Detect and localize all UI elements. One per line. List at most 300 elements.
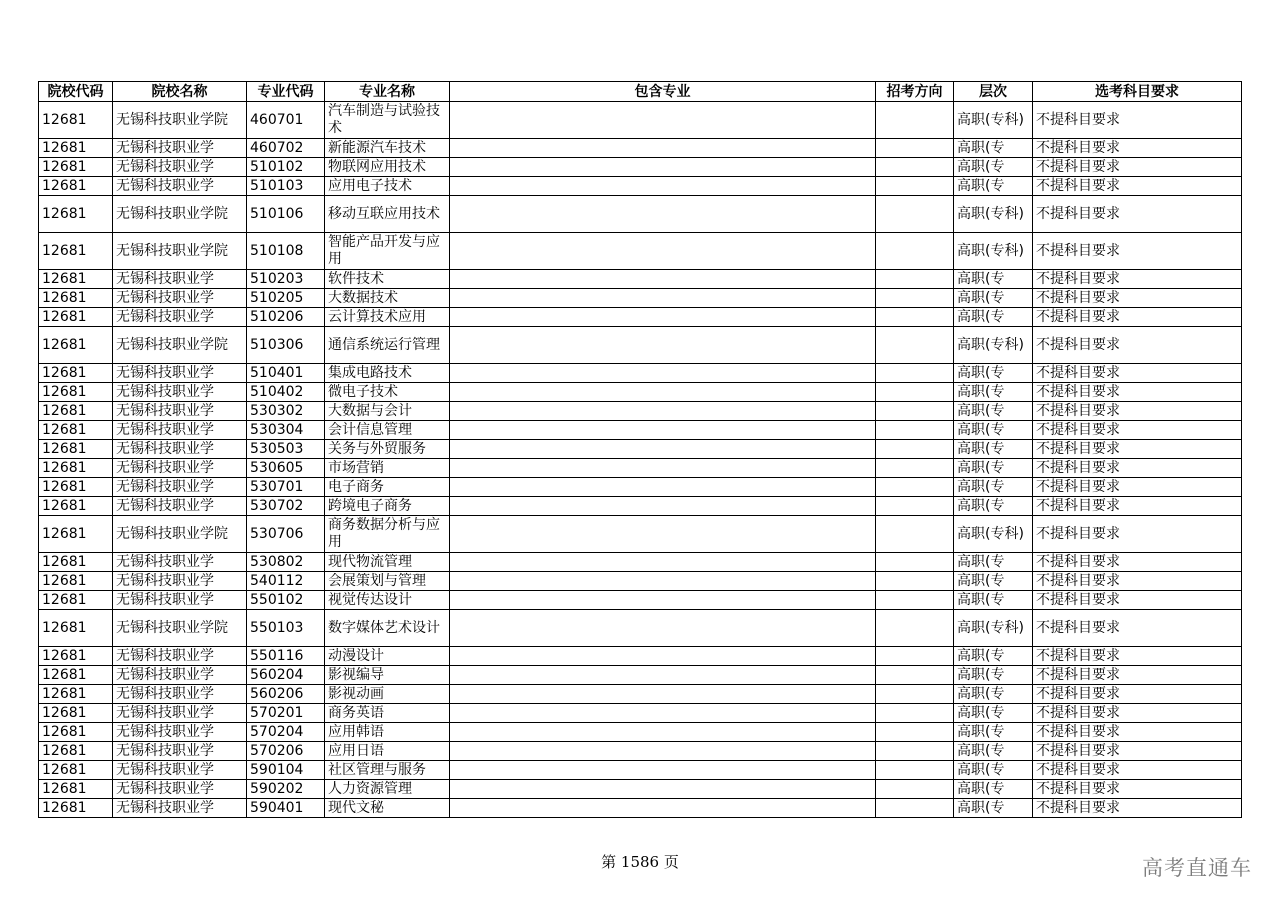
cell-subject-requirement: 不提科目要求 — [1033, 666, 1242, 685]
cell-major-code: 590104 — [247, 761, 325, 780]
cell-direction — [876, 383, 954, 402]
cell-major-code: 530706 — [247, 516, 325, 553]
cell-level: 高职(专科) — [954, 196, 1033, 233]
table-row — [39, 402, 1242, 421]
table-row — [39, 139, 1242, 158]
cell-direction — [876, 289, 954, 308]
cell-school-name: 无锡科技职业学 — [113, 270, 247, 289]
cell-direction — [876, 799, 954, 818]
cell-included-majors — [450, 723, 876, 742]
cell-subject-requirement: 不提科目要求 — [1033, 308, 1242, 327]
cell-school-code: 12681 — [39, 308, 113, 327]
cell-major-name: 视觉传达设计 — [325, 591, 450, 610]
cell-direction — [876, 610, 954, 647]
cell-school-code: 12681 — [39, 799, 113, 818]
col-header-level: 层次 — [954, 82, 1033, 102]
cell-school-code: 12681 — [39, 516, 113, 553]
cell-major-name: 应用韩语 — [325, 723, 450, 742]
cell-major-name: 集成电路技术 — [325, 364, 450, 383]
cell-major-code: 590401 — [247, 799, 325, 818]
table-row — [39, 158, 1242, 177]
cell-major-name: 人力资源管理 — [325, 780, 450, 799]
cell-direction — [876, 196, 954, 233]
table-row — [39, 459, 1242, 478]
cell-major-code: 530503 — [247, 440, 325, 459]
cell-direction — [876, 723, 954, 742]
cell-level: 高职(专 — [954, 704, 1033, 723]
table-row — [39, 516, 1242, 553]
cell-major-name: 影视编导 — [325, 666, 450, 685]
cell-major-name: 影视动画 — [325, 685, 450, 704]
cell-major-name: 现代文秘 — [325, 799, 450, 818]
cell-included-majors — [450, 610, 876, 647]
cell-school-code: 12681 — [39, 497, 113, 516]
cell-school-name: 无锡科技职业学院 — [113, 196, 247, 233]
cell-subject-requirement: 不提科目要求 — [1033, 196, 1242, 233]
cell-school-name: 无锡科技职业学 — [113, 289, 247, 308]
table-row — [39, 289, 1242, 308]
table-row — [39, 478, 1242, 497]
cell-major-code: 550116 — [247, 647, 325, 666]
cell-major-code: 510402 — [247, 383, 325, 402]
cell-school-name: 无锡科技职业学 — [113, 158, 247, 177]
cell-subject-requirement: 不提科目要求 — [1033, 327, 1242, 364]
cell-major-code: 540112 — [247, 572, 325, 591]
cell-major-name: 现代物流管理 — [325, 553, 450, 572]
cell-included-majors — [450, 666, 876, 685]
cell-level: 高职(专 — [954, 761, 1033, 780]
cell-subject-requirement: 不提科目要求 — [1033, 497, 1242, 516]
cell-school-code: 12681 — [39, 723, 113, 742]
cell-major-code: 530702 — [247, 497, 325, 516]
cell-subject-requirement: 不提科目要求 — [1033, 761, 1242, 780]
cell-school-name: 无锡科技职业学 — [113, 799, 247, 818]
header-row — [39, 82, 1242, 102]
cell-subject-requirement: 不提科目要求 — [1033, 421, 1242, 440]
cell-included-majors — [450, 516, 876, 553]
cell-subject-requirement: 不提科目要求 — [1033, 289, 1242, 308]
cell-direction — [876, 761, 954, 780]
cell-level: 高职(专 — [954, 497, 1033, 516]
table-row — [39, 421, 1242, 440]
cell-school-name: 无锡科技职业学 — [113, 459, 247, 478]
cell-major-name: 移动互联应用技术 — [325, 196, 450, 233]
cell-school-code: 12681 — [39, 289, 113, 308]
cell-major-code: 510102 — [247, 158, 325, 177]
cell-major-name: 软件技术 — [325, 270, 450, 289]
cell-school-code: 12681 — [39, 177, 113, 196]
table-row — [39, 233, 1242, 270]
cell-direction — [876, 177, 954, 196]
cell-subject-requirement: 不提科目要求 — [1033, 647, 1242, 666]
cell-major-code: 510306 — [247, 327, 325, 364]
cell-included-majors — [450, 459, 876, 478]
cell-direction — [876, 780, 954, 799]
cell-school-name: 无锡科技职业学 — [113, 742, 247, 761]
cell-direction — [876, 497, 954, 516]
cell-included-majors — [450, 553, 876, 572]
cell-major-code: 550102 — [247, 591, 325, 610]
table-row — [39, 761, 1242, 780]
cell-included-majors — [450, 761, 876, 780]
cell-school-name: 无锡科技职业学 — [113, 440, 247, 459]
cell-major-code: 590202 — [247, 780, 325, 799]
cell-direction — [876, 327, 954, 364]
cell-level: 高职(专 — [954, 459, 1033, 478]
cell-included-majors — [450, 383, 876, 402]
cell-direction — [876, 402, 954, 421]
cell-school-name: 无锡科技职业学 — [113, 704, 247, 723]
cell-school-code: 12681 — [39, 139, 113, 158]
cell-school-code: 12681 — [39, 270, 113, 289]
cell-school-code: 12681 — [39, 610, 113, 647]
cell-major-code: 530802 — [247, 553, 325, 572]
cell-level: 高职(专 — [954, 799, 1033, 818]
table-row — [39, 799, 1242, 818]
cell-school-name: 无锡科技职业学院 — [113, 233, 247, 270]
cell-level: 高职(专 — [954, 289, 1033, 308]
cell-school-name: 无锡科技职业学 — [113, 364, 247, 383]
cell-major-code: 510206 — [247, 308, 325, 327]
cell-major-code: 530302 — [247, 402, 325, 421]
table-row — [39, 270, 1242, 289]
table-row — [39, 647, 1242, 666]
cell-level: 高职(专 — [954, 591, 1033, 610]
cell-direction — [876, 139, 954, 158]
cell-level: 高职(专 — [954, 158, 1033, 177]
cell-level: 高职(专 — [954, 666, 1033, 685]
cell-level: 高职(专科) — [954, 327, 1033, 364]
cell-school-code: 12681 — [39, 666, 113, 685]
cell-major-code: 530701 — [247, 478, 325, 497]
cell-subject-requirement: 不提科目要求 — [1033, 723, 1242, 742]
cell-school-name: 无锡科技职业学 — [113, 383, 247, 402]
table-row — [39, 440, 1242, 459]
cell-included-majors — [450, 572, 876, 591]
table-row — [39, 572, 1242, 591]
cell-major-name: 商务英语 — [325, 704, 450, 723]
cell-subject-requirement: 不提科目要求 — [1033, 704, 1242, 723]
cell-subject-requirement: 不提科目要求 — [1033, 233, 1242, 270]
cell-major-code: 570204 — [247, 723, 325, 742]
cell-subject-requirement: 不提科目要求 — [1033, 440, 1242, 459]
cell-direction — [876, 591, 954, 610]
table-row — [39, 780, 1242, 799]
table-row — [39, 177, 1242, 196]
cell-school-name: 无锡科技职业学 — [113, 647, 247, 666]
cell-major-name: 电子商务 — [325, 478, 450, 497]
cell-school-code: 12681 — [39, 553, 113, 572]
cell-direction — [876, 440, 954, 459]
cell-major-name: 新能源汽车技术 — [325, 139, 450, 158]
cell-subject-requirement: 不提科目要求 — [1033, 270, 1242, 289]
cell-included-majors — [450, 102, 876, 139]
cell-school-name: 无锡科技职业学 — [113, 591, 247, 610]
table-row — [39, 383, 1242, 402]
admissions-table — [38, 81, 1242, 818]
cell-level: 高职(专科) — [954, 102, 1033, 139]
cell-school-code: 12681 — [39, 780, 113, 799]
cell-school-code: 12681 — [39, 685, 113, 704]
table-row — [39, 704, 1242, 723]
cell-school-name: 无锡科技职业学 — [113, 497, 247, 516]
cell-major-code: 560206 — [247, 685, 325, 704]
table-row — [39, 327, 1242, 364]
cell-school-name: 无锡科技职业学院 — [113, 102, 247, 139]
cell-major-code: 510103 — [247, 177, 325, 196]
cell-included-majors — [450, 308, 876, 327]
cell-school-name: 无锡科技职业学 — [113, 421, 247, 440]
cell-school-code: 12681 — [39, 647, 113, 666]
cell-level: 高职(专 — [954, 402, 1033, 421]
cell-included-majors — [450, 421, 876, 440]
cell-level: 高职(专 — [954, 742, 1033, 761]
cell-included-majors — [450, 440, 876, 459]
cell-subject-requirement: 不提科目要求 — [1033, 102, 1242, 139]
cell-level: 高职(专 — [954, 139, 1033, 158]
cell-major-code: 510203 — [247, 270, 325, 289]
cell-direction — [876, 364, 954, 383]
cell-subject-requirement: 不提科目要求 — [1033, 177, 1242, 196]
cell-included-majors — [450, 799, 876, 818]
cell-subject-requirement: 不提科目要求 — [1033, 553, 1242, 572]
cell-school-name: 无锡科技职业学 — [113, 761, 247, 780]
cell-school-name: 无锡科技职业学 — [113, 553, 247, 572]
cell-major-code: 570201 — [247, 704, 325, 723]
cell-school-name: 无锡科技职业学 — [113, 572, 247, 591]
cell-school-name: 无锡科技职业学 — [113, 177, 247, 196]
cell-subject-requirement: 不提科目要求 — [1033, 139, 1242, 158]
cell-major-name: 应用电子技术 — [325, 177, 450, 196]
cell-major-code: 460701 — [247, 102, 325, 139]
cell-included-majors — [450, 742, 876, 761]
cell-level: 高职(专 — [954, 478, 1033, 497]
cell-major-name: 通信系统运行管理 — [325, 327, 450, 364]
cell-level: 高职(专 — [954, 364, 1033, 383]
cell-included-majors — [450, 196, 876, 233]
cell-direction — [876, 158, 954, 177]
cell-major-code: 530304 — [247, 421, 325, 440]
cell-level: 高职(专 — [954, 553, 1033, 572]
cell-subject-requirement: 不提科目要求 — [1033, 685, 1242, 704]
cell-direction — [876, 421, 954, 440]
cell-school-code: 12681 — [39, 421, 113, 440]
cell-school-code: 12681 — [39, 364, 113, 383]
cell-level: 高职(专科) — [954, 233, 1033, 270]
cell-major-name: 商务数据分析与应用 — [325, 516, 450, 553]
cell-major-name: 大数据与会计 — [325, 402, 450, 421]
cell-direction — [876, 270, 954, 289]
cell-major-code: 570206 — [247, 742, 325, 761]
cell-major-name: 会计信息管理 — [325, 421, 450, 440]
cell-direction — [876, 233, 954, 270]
cell-major-code: 530605 — [247, 459, 325, 478]
cell-included-majors — [450, 158, 876, 177]
cell-included-majors — [450, 270, 876, 289]
cell-school-name: 无锡科技职业学院 — [113, 610, 247, 647]
cell-major-name: 数字媒体艺术设计 — [325, 610, 450, 647]
watermark: 高考直通车 — [1142, 856, 1252, 880]
col-header-included-majors: 包含专业 — [450, 82, 876, 102]
cell-direction — [876, 704, 954, 723]
cell-major-name: 动漫设计 — [325, 647, 450, 666]
cell-direction — [876, 553, 954, 572]
cell-school-code: 12681 — [39, 761, 113, 780]
cell-direction — [876, 478, 954, 497]
cell-major-name: 社区管理与服务 — [325, 761, 450, 780]
table-row — [39, 102, 1242, 139]
col-header-direction: 招考方向 — [876, 82, 954, 102]
cell-school-code: 12681 — [39, 591, 113, 610]
cell-direction — [876, 308, 954, 327]
cell-school-code: 12681 — [39, 233, 113, 270]
cell-level: 高职(专 — [954, 270, 1033, 289]
cell-major-code: 510108 — [247, 233, 325, 270]
cell-major-code: 550103 — [247, 610, 325, 647]
cell-major-name: 微电子技术 — [325, 383, 450, 402]
cell-subject-requirement: 不提科目要求 — [1033, 742, 1242, 761]
cell-level: 高职(专 — [954, 440, 1033, 459]
cell-level: 高职(专科) — [954, 610, 1033, 647]
cell-included-majors — [450, 478, 876, 497]
cell-school-name: 无锡科技职业学 — [113, 478, 247, 497]
table-row — [39, 497, 1242, 516]
page-number: 第 1586 页 — [601, 853, 679, 871]
table-row — [39, 742, 1242, 761]
cell-school-code: 12681 — [39, 704, 113, 723]
cell-major-name: 会展策划与管理 — [325, 572, 450, 591]
cell-subject-requirement: 不提科目要求 — [1033, 364, 1242, 383]
cell-direction — [876, 572, 954, 591]
cell-subject-requirement: 不提科目要求 — [1033, 158, 1242, 177]
cell-school-name: 无锡科技职业学院 — [113, 516, 247, 553]
cell-school-code: 12681 — [39, 102, 113, 139]
table-body — [39, 102, 1242, 818]
cell-level: 高职(专 — [954, 177, 1033, 196]
cell-major-name: 物联网应用技术 — [325, 158, 450, 177]
cell-level: 高职(专 — [954, 383, 1033, 402]
cell-level: 高职(专 — [954, 421, 1033, 440]
cell-included-majors — [450, 177, 876, 196]
cell-included-majors — [450, 139, 876, 158]
cell-subject-requirement: 不提科目要求 — [1033, 610, 1242, 647]
cell-school-name: 无锡科技职业学 — [113, 685, 247, 704]
table-row — [39, 364, 1242, 383]
cell-school-name: 无锡科技职业学 — [113, 139, 247, 158]
cell-included-majors — [450, 704, 876, 723]
cell-major-code: 510401 — [247, 364, 325, 383]
cell-level: 高职(专 — [954, 685, 1033, 704]
table-row — [39, 723, 1242, 742]
cell-school-code: 12681 — [39, 742, 113, 761]
cell-included-majors — [450, 647, 876, 666]
cell-major-code: 510205 — [247, 289, 325, 308]
cell-major-name: 云计算技术应用 — [325, 308, 450, 327]
cell-level: 高职(专 — [954, 308, 1033, 327]
cell-school-name: 无锡科技职业学 — [113, 780, 247, 799]
cell-school-code: 12681 — [39, 383, 113, 402]
cell-major-name: 关务与外贸服务 — [325, 440, 450, 459]
table-row — [39, 685, 1242, 704]
cell-major-name: 汽车制造与试验技术 — [325, 102, 450, 139]
cell-major-name: 市场营销 — [325, 459, 450, 478]
cell-level: 高职(专 — [954, 572, 1033, 591]
cell-direction — [876, 516, 954, 553]
table-row — [39, 308, 1242, 327]
cell-subject-requirement: 不提科目要求 — [1033, 780, 1242, 799]
cell-subject-requirement: 不提科目要求 — [1033, 402, 1242, 421]
cell-included-majors — [450, 289, 876, 308]
cell-school-name: 无锡科技职业学 — [113, 308, 247, 327]
cell-direction — [876, 666, 954, 685]
cell-direction — [876, 102, 954, 139]
cell-included-majors — [450, 402, 876, 421]
cell-included-majors — [450, 497, 876, 516]
cell-school-code: 12681 — [39, 459, 113, 478]
cell-subject-requirement: 不提科目要求 — [1033, 459, 1242, 478]
col-header-subject-requirement: 选考科目要求 — [1033, 82, 1242, 102]
col-header-major-code: 专业代码 — [247, 82, 325, 102]
cell-school-name: 无锡科技职业学 — [113, 402, 247, 421]
cell-school-code: 12681 — [39, 327, 113, 364]
cell-direction — [876, 742, 954, 761]
cell-subject-requirement: 不提科目要求 — [1033, 799, 1242, 818]
cell-major-code: 560204 — [247, 666, 325, 685]
cell-direction — [876, 647, 954, 666]
cell-school-code: 12681 — [39, 196, 113, 233]
cell-included-majors — [450, 327, 876, 364]
cell-level: 高职(专 — [954, 723, 1033, 742]
cell-level: 高职(专科) — [954, 516, 1033, 553]
table-row — [39, 610, 1242, 647]
cell-major-name: 智能产品开发与应用 — [325, 233, 450, 270]
cell-school-name: 无锡科技职业学 — [113, 723, 247, 742]
cell-major-name: 跨境电子商务 — [325, 497, 450, 516]
cell-subject-requirement: 不提科目要求 — [1033, 516, 1242, 553]
table-row — [39, 196, 1242, 233]
col-header-school-code: 院校代码 — [39, 82, 113, 102]
cell-level: 高职(专 — [954, 647, 1033, 666]
cell-included-majors — [450, 780, 876, 799]
cell-included-majors — [450, 233, 876, 270]
cell-direction — [876, 685, 954, 704]
cell-subject-requirement: 不提科目要求 — [1033, 572, 1242, 591]
cell-major-code: 460702 — [247, 139, 325, 158]
cell-school-code: 12681 — [39, 158, 113, 177]
col-header-school-name: 院校名称 — [113, 82, 247, 102]
table-row — [39, 591, 1242, 610]
cell-school-name: 无锡科技职业学院 — [113, 327, 247, 364]
cell-direction — [876, 459, 954, 478]
cell-major-code: 510106 — [247, 196, 325, 233]
cell-included-majors — [450, 685, 876, 704]
cell-subject-requirement: 不提科目要求 — [1033, 478, 1242, 497]
cell-included-majors — [450, 364, 876, 383]
col-header-major-name: 专业名称 — [325, 82, 450, 102]
cell-included-majors — [450, 591, 876, 610]
cell-school-code: 12681 — [39, 440, 113, 459]
table-row — [39, 553, 1242, 572]
table-row — [39, 666, 1242, 685]
cell-school-code: 12681 — [39, 572, 113, 591]
cell-major-name: 应用日语 — [325, 742, 450, 761]
cell-level: 高职(专 — [954, 780, 1033, 799]
cell-school-code: 12681 — [39, 402, 113, 421]
cell-school-code: 12681 — [39, 478, 113, 497]
cell-school-name: 无锡科技职业学 — [113, 666, 247, 685]
cell-subject-requirement: 不提科目要求 — [1033, 591, 1242, 610]
cell-subject-requirement: 不提科目要求 — [1033, 383, 1242, 402]
